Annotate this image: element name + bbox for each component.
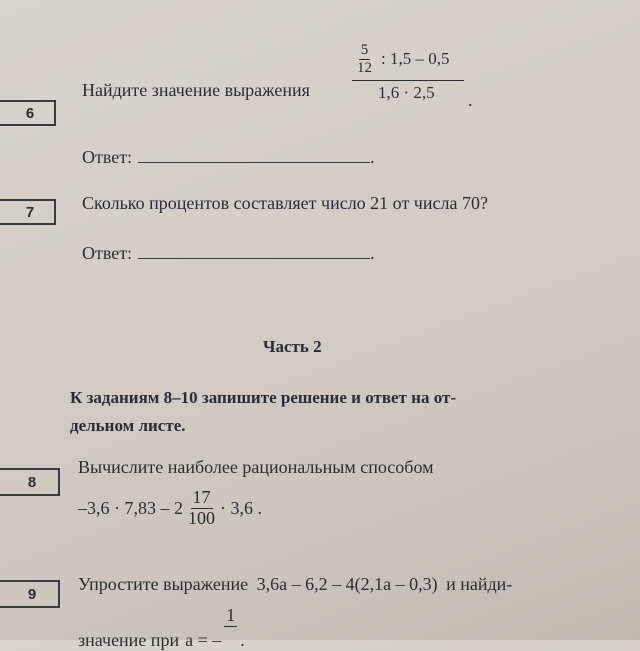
part2-heading: Часть 2 [263,337,322,356]
task7-question-text: Сколько процентов составляет число 21 от числа 70? [82,193,488,213]
task-number-7: 7 [25,203,35,221]
task6-answer-end: . [370,147,375,167]
task-number-6: 6 [25,104,35,122]
task6-answer-label: Ответ: [82,147,133,167]
task6-question [82,80,310,101]
task9-line2-fraction [224,606,237,647]
task9-frac-num: 1 [226,605,236,625]
part2-instruction-line1: К заданиям 8–10 запишите решение и ответ на от- [70,388,456,407]
task8-frac-num: 17 [192,487,211,507]
task9-question [78,574,512,595]
task9-frac-den [226,627,235,647]
task7-answer [82,243,375,264]
task6-answer [82,147,375,168]
part2-instruction [70,384,456,440]
task9-question-start: Упростите выражение [78,574,249,594]
task7-answer-label: Ответ: [82,243,133,263]
task8-frac-den: 100 [188,507,215,528]
task9-expression: 3,6a – 6,2 – 4(2,1a – 0,3) [256,574,438,594]
task6-small-num: 5 [360,42,369,58]
task6-expr-end: . [468,90,473,110]
task8-fraction [186,488,217,529]
task7-question [82,193,488,214]
task6-small-fraction [355,42,374,76]
task6-small-den: 12 [357,59,372,76]
task9-line2 [78,605,245,651]
task9-line2-end: . [240,630,245,650]
task6-expression [352,42,464,103]
task8-expression [78,488,262,529]
task7-answer-field[interactable] [138,244,370,259]
task8-expr-start: –3,6 · 7,83 – 2 [78,497,183,518]
part2-instruction-line2: дельном листе. [70,416,186,435]
task6-answer-field[interactable] [138,148,370,163]
task-number-box-7 [0,199,56,225]
task6-top-rest: : 1,5 – 0,5 [381,49,450,68]
task7-answer-end: . [370,243,375,263]
task8-expr-end: · 3,6 . [220,497,262,518]
task-number-9: 9 [27,585,37,603]
task6-question-text: Найдите значение выражения [82,80,310,100]
task8-question [78,457,434,478]
task9-question-end: и найди- [446,574,513,594]
task9-line2-var: a = – [185,630,222,650]
task-number-box-8 [0,468,60,496]
task-number-box-9 [0,580,60,608]
task6-main-fraction-bar [352,80,464,81]
task8-question-text: Вычислите наиболее рациональным способом [78,457,434,477]
task-number-8: 8 [27,473,37,491]
task-number-box-6 [0,100,56,126]
task9-line2-start: значение при [78,630,180,650]
task6-bottom: 1,6 · 2,5 [378,83,435,102]
